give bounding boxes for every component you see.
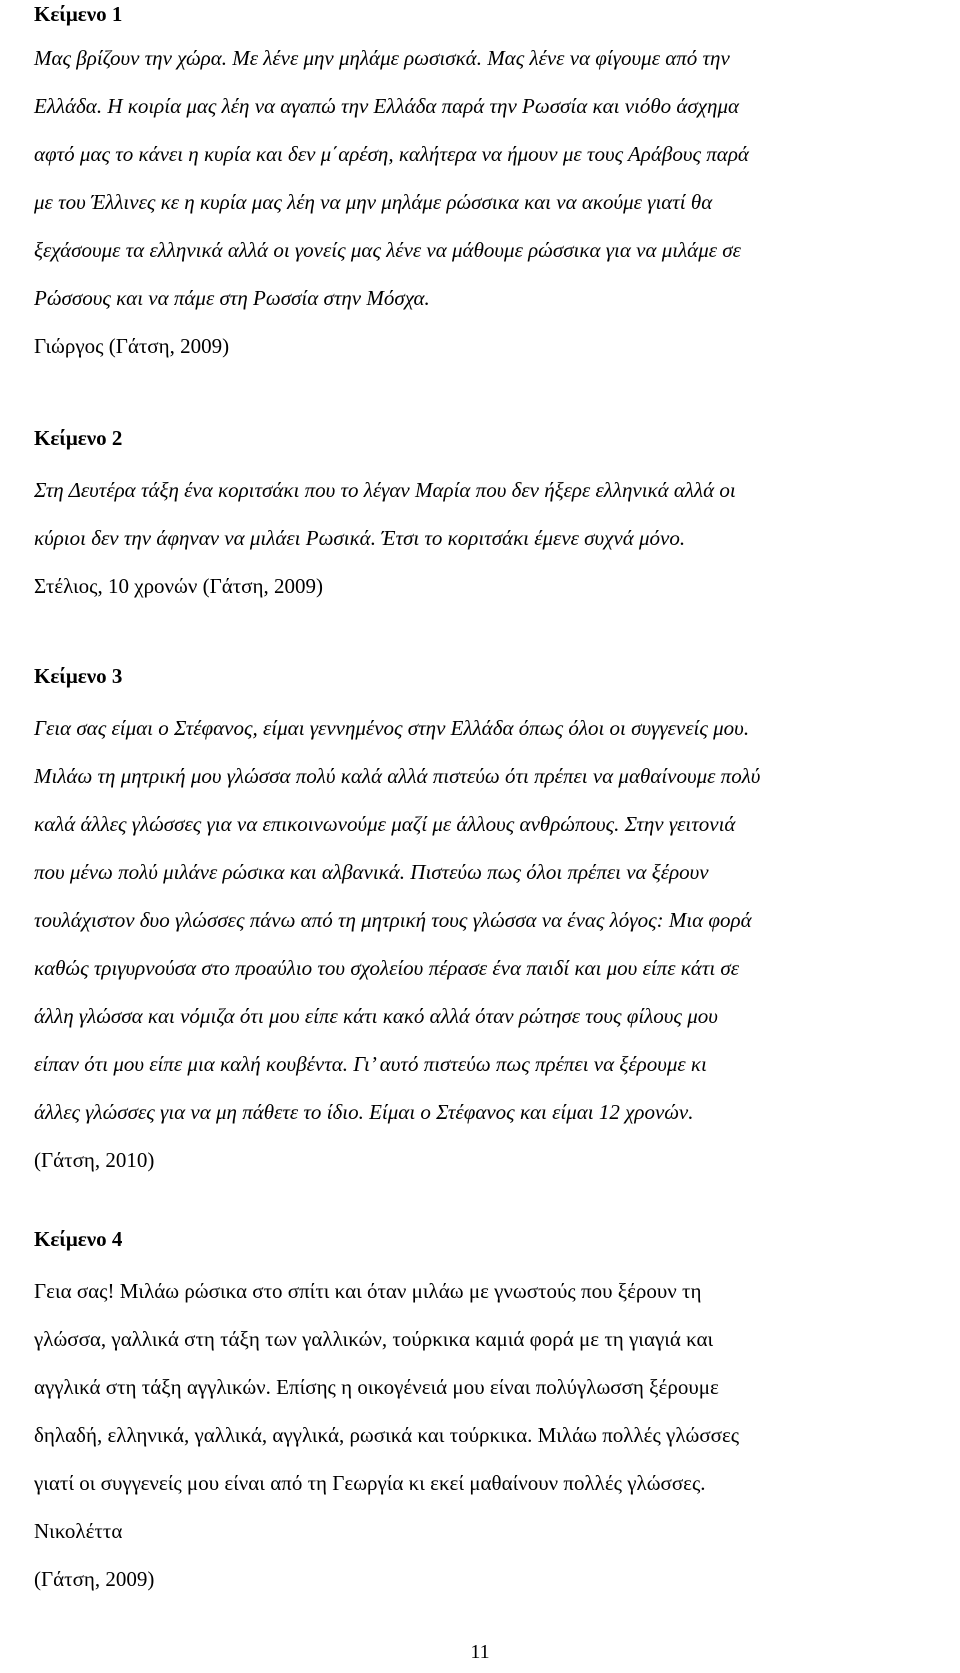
page-number: 11 [470,1641,490,1663]
text-3-line-8: είπαν ότι μου είπε μια καλή κουβέντα. Γι’ αυτό πιστεύω πως πρέπει να ξέρουμε κι [34,1052,707,1076]
text-4-line-4: δηλαδή, ελληνικά, γαλλικά, αγγλικά, ρωσικά και τούρκικα. Μιλάω πολλές γλώσσες [34,1423,740,1447]
text-1-line-1: Μας βρίζουν την χώρα. Με λένε μην μηλάμε ρωσισκά. Μας λένε να φίγουμε από την [34,46,730,70]
text-1-line-4: με του Έλλινες κε η κυρία μας λέη να μην μηλάμε ρώσσικα και να ακούμε γιατί θα [34,190,713,214]
text-4-author: Νικολέττα [34,1519,123,1543]
text-4-attribution: (Γάτση, 2009) [34,1567,155,1591]
text-3-heading: Κείμενο 3 [34,664,123,688]
text-4-body [34,1267,932,1603]
text-4-line-1: Γεια σας! Μιλάω ρώσικα στο σπίτι και όταν μιλάω με γνωστούς που ξέρουν τη [34,1279,702,1303]
text-1-line-3: αφτό μας το κάνει η κυρία και δεν μ΄αρέση, καλήτερα να ήμουν με τους Αράβους παρά [34,142,749,166]
text-1-line-5: ξεχάσουμε τα ελληνικά αλλά οι γονείς μας λένε να μάθουμε ρώσσικα για να μιλάμε σε [34,238,741,262]
text-3-line-3: καλά άλλες γλώσσες για να επικοινωνούμε μαζί με άλλους ανθρώπους. Στην γειτονιά [34,812,736,836]
text-3-line-2: Μιλάω τη μητρική μου γλώσσα πολύ καλά αλλά πιστεύω ότι πρέπει να μαθαίνουμε πολύ [34,764,761,788]
text-3-line-6: καθώς τριγυρνούσα στο προαύλιο του σχολείου πέρασε ένα παιδί και μου είπε κάτι σε [34,956,740,980]
text-2-body [34,466,932,610]
text-3-line-9: άλλες γλώσσες για να μη πάθετε το ίδιο. Είμαι ο Στέφανος και είμαι 12 χρονών. [34,1100,694,1124]
text-1-line-6: Ρώσσους και να πάμε στη Ρωσσία στην Μόσχα. [34,286,430,310]
text-2-heading: Κείμενο 2 [34,426,123,450]
text-1-body [34,34,932,370]
text-1-heading: Κείμενο 1 [34,2,123,26]
text-3-line-4: που μένω πολύ μιλάνε ρώσικα και αλβανικά. Πιστεύω πως όλοι πρέπει να ξέρουν [34,860,709,884]
text-4-line-3: αγγλικά στη τάξη αγγλικών. Επίσης η οικογένειά μου είναι πολύγλωσση ξέρουμε [34,1375,719,1399]
text-4-heading: Κείμενο 4 [34,1227,123,1251]
text-2-line-1: Στη Δευτέρα τάξη ένα κοριτσάκι που το λέγαν Μαρία που δεν ήξερε ελληνικά αλλά οι [34,478,736,502]
text-2-line-2: κύριοι δεν την άφηναν να μιλάει Ρωσικά. Έτσι το κοριτσάκι έμενε συχνά μόνο. [34,526,686,550]
text-3-line-1: Γεια σας είμαι ο Στέφανος, είμαι γεννημένος στην Ελλάδα όπως όλοι οι συγγενείς μου. [34,716,750,740]
text-3-body [34,704,932,1184]
text-1-attribution: Γιώργος (Γάτση, 2009) [34,334,230,358]
text-3-line-7: άλλη γλώσσα και νόμιζα ότι μου είπε κάτι κακό αλλά όταν ρώτησε τους φίλους μου [34,1004,718,1028]
text-1-line-2: Ελλάδα. Η κοιρία μας λέη να αγαπώ την Ελλάδα παρά την Ρωσσία και νιόθο άσχημα [34,94,740,118]
text-3-line-5: τουλάχιστον δυο γλώσσες πάνω από τη μητρική τους γλώσσα να ένας λόγος: Μια φορά [34,908,752,932]
text-4-line-2: γλώσσα, γαλλικά στη τάξη των γαλλικών, τούρκικα καμιά φορά με τη γιαγιά και [34,1327,714,1351]
text-2-attribution: Στέλιος, 10 χρονών (Γάτση, 2009) [34,574,323,598]
text-4-line-5: γιατί οι συγγενείς μου είναι από τη Γεωργία κι εκεί μαθαίνουν πολλές γλώσσες. [34,1471,706,1495]
text-3-attribution: (Γάτση, 2010) [34,1148,155,1172]
